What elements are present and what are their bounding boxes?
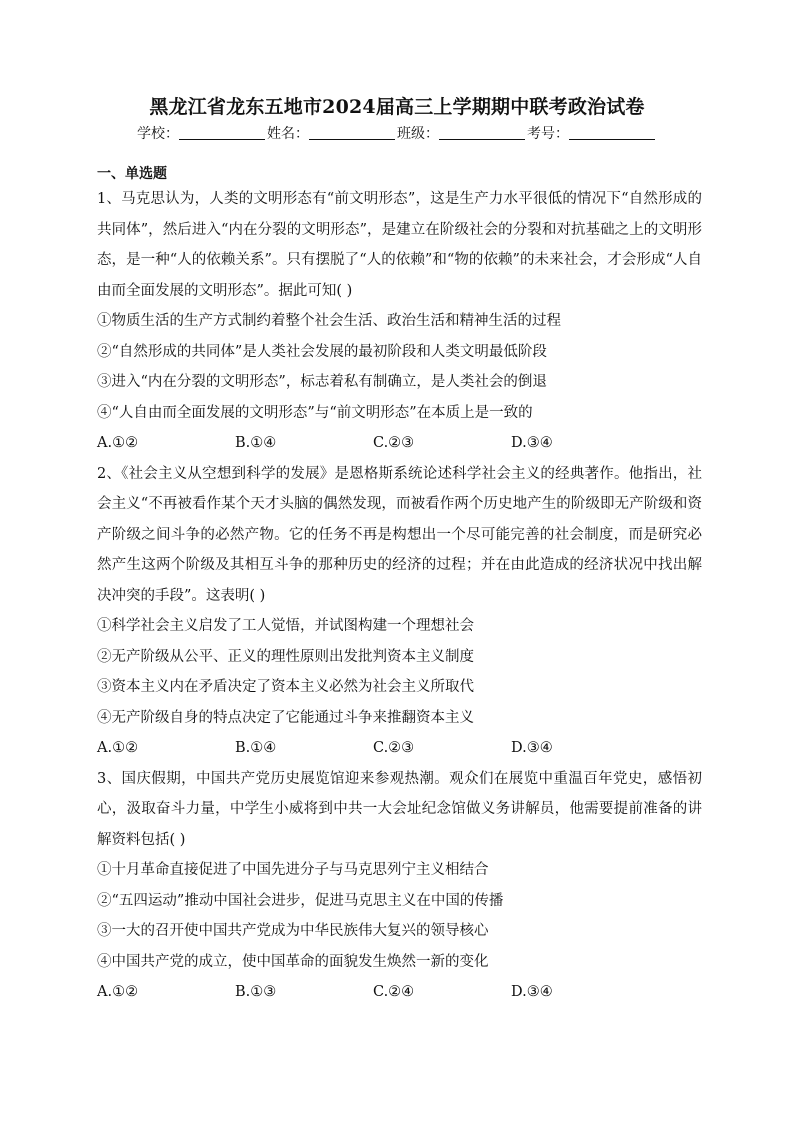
class-label: 班级：	[397, 126, 439, 142]
question-stem: 2、《社会主义从空想到科学的发展》是恩格斯系统论述科学社会主义的经典著作。他指出，社会主义“不再被看作某个天才头脑的偶然发现，而被看作两个历史地产生的阶级即无产阶级和资产阶级之间斗争的必然产物。它的任务不再是构想出一个尽可能完善的社会制度，而是研究必然产生这两个阶级及其相互斗争的那种历史的经济的过程；并在由此造成的经济状况中找出解决冲突的手段”。这表明( )	[97, 465, 702, 604]
choice-a: A.①②	[97, 984, 139, 1000]
choice-b: B.①④	[235, 435, 277, 451]
statement-option: ②“五四运动”推动中国社会进步，促进马克思主义在中国的传播	[97, 892, 504, 909]
statement-option: ④“人自由而全面发展的文明形态”与“前文明形态”在本质上是一致的	[97, 404, 533, 421]
section-heading: 一、单选题	[97, 166, 167, 182]
student-info-line	[0, 124, 794, 144]
school-blank	[179, 124, 265, 140]
choice-b: B.①④	[235, 740, 277, 756]
page-title: 黑龙江省龙东五地市2024届高三上学期期中联考政治试卷	[149, 96, 645, 118]
choice-b: B.①③	[235, 984, 277, 1000]
choice-c: C.②③	[373, 740, 415, 756]
choice-d: D.③④	[511, 984, 553, 1000]
statement-option: ④中国共产党的成立，使中国革命的面貌发生焕然一新的变化	[97, 953, 489, 970]
choice-d: D.③④	[511, 740, 553, 756]
choice-a: A.①②	[97, 740, 139, 756]
question-stem: 1、马克思认为，人类的文明形态有“前文明形态”，这是生产力水平很低的情况下“自然形成的共同体”，然后进入“内在分裂的文明形态”，是建立在阶级社会的分裂和对抗基础之上的文明形态，是一种“人的依赖关系”。只有摆脱了“人的依赖”和“物的依赖”的未来社会，才会形成“人自由而全面发展的文明形态”。据此可知( )	[97, 191, 702, 299]
answer-choices	[97, 428, 702, 459]
statement-option: ③一大的召开使中国共产党成为中华民族伟大复兴的领导核心	[97, 923, 489, 939]
statement-option: ①十月革命直接促进了中国先进分子与马克思列宁主义相结合	[97, 862, 489, 878]
question-2	[97, 459, 702, 764]
statement-option: ③资本主义内在矛盾决定了资本主义必然为社会主义所取代	[97, 679, 474, 695]
name-blank	[309, 124, 395, 140]
exam-number-blank	[569, 124, 655, 140]
statement-option: ②“自然形成的共同体”是人类社会发展的最初阶段和人类文明最低阶段	[97, 343, 547, 360]
choice-d: D.③④	[511, 435, 553, 451]
statement-option: ③进入“内在分裂的文明形态”，标志着私有制确立，是人类社会的倒退	[97, 374, 547, 390]
answer-choices	[97, 733, 702, 764]
statement-option: ①科学社会主义启发了工人觉悟，并试图构建一个理想社会	[97, 618, 474, 634]
answer-choices	[97, 977, 702, 1008]
school-label: 学校：	[137, 126, 179, 142]
question-stem: 3、国庆假期，中国共产党历史展览馆迎来参观热潮。观众们在展览中重温百年党史，感悟初心，汲取奋斗力量，中学生小威将到中共一大会址纪念馆做义务讲解员，他需要提前准备的讲解资料包括( )	[97, 770, 702, 848]
choice-c: C.②③	[373, 435, 415, 451]
class-blank	[439, 124, 525, 140]
exam-number-label: 考号：	[527, 126, 569, 142]
choice-a: A.①②	[97, 435, 139, 451]
statement-option: ④无产阶级自身的特点决定了它能通过斗争来推翻资本主义	[97, 709, 474, 726]
question-3	[97, 764, 702, 1008]
choice-c: C.②④	[373, 984, 415, 1000]
question-1	[97, 184, 702, 459]
name-label: 姓名：	[267, 126, 309, 142]
statement-option: ②无产阶级从公平、正义的理性原则出发批判资本主义制度	[97, 648, 474, 665]
question-list	[97, 184, 702, 1008]
statement-option: ①物质生活的生产方式制约着整个社会生活、政治生活和精神生活的过程	[97, 313, 561, 329]
